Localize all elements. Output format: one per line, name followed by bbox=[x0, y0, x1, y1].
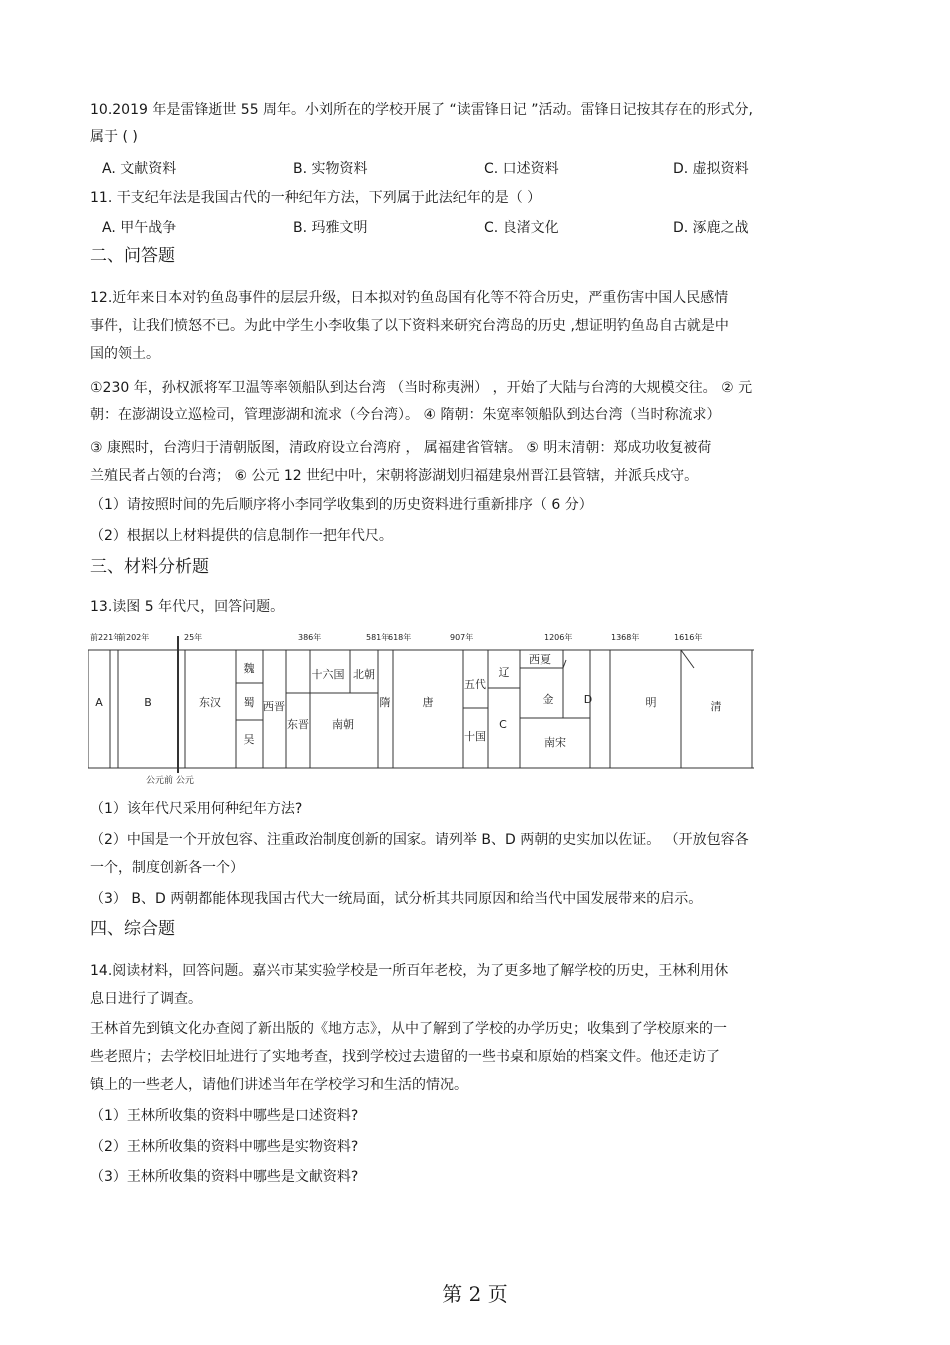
q13-subquestion-3: （3） B、D 两朝都能体现我国古代大一统局面，试分析其共同原因和给当代中国发展带来的启示。 bbox=[90, 891, 703, 907]
q12-line-2: 事件，让我们愤怒不已。为此中学生小李收集了以下资料来研究台湾岛的历史 ,想证明钓鱼岛自古就是中 bbox=[90, 318, 729, 334]
q12-line-1: 12.近年来日本对钓鱼岛事件的层层升级，日本拟对钓鱼岛国有化等不符合历史，严重伤害中国人民感情 bbox=[90, 290, 729, 306]
timeline-cell-wudai: 五代 bbox=[464, 678, 486, 691]
q13-subquestion-2-cont: 一个，制度创新各一个） bbox=[90, 860, 244, 876]
year-label: 25年 bbox=[184, 633, 203, 642]
q11-option-b: B. 玛雅文明 bbox=[293, 220, 368, 236]
q12-line-4: ①230 年，孙权派将军卫温等率领船队到达台湾 （当时称夷洲） ，开始了大陆与台湾的大规模交往。 ② 元 bbox=[90, 380, 753, 396]
q14-line-5: 镇上的一些老人，请他们讲述当年在学校学习和生活的情况。 bbox=[90, 1077, 468, 1093]
timeline-cell-b: B bbox=[144, 696, 152, 709]
q10-stem-line1: 10.2019 年是雷锋逝世 55 周年。小刘所在的学校开展了 “读雷锋日记 ”活动。雷锋日记按其存在的形式分, bbox=[90, 102, 753, 118]
year-label: 386年 bbox=[298, 633, 322, 642]
timeline-cell-shiguo: 十国 bbox=[464, 730, 486, 743]
era-marker-label: 公元前 公元 bbox=[146, 776, 194, 786]
timeline-cell-wu: 吴 bbox=[243, 733, 255, 746]
q12-line-7: 兰殖民者占领的台湾； ⑥ 公元 12 世纪中叶，宋朝将澎湖划归福建泉州晋江县管辖，并派兵戍守。 bbox=[90, 468, 699, 484]
year-label: 1368年 bbox=[611, 633, 640, 642]
page-number: 第 2 页 bbox=[442, 1282, 508, 1306]
q13-subquestion-2: （2）中国是一个开放包容、注重政治制度创新的国家。请列举 B、D 两朝的史实加以佐证。 （开放包容各 bbox=[90, 832, 749, 848]
q10-option-a: A. 文献资料 bbox=[102, 161, 177, 177]
q10-option-d: D. 虚拟资料 bbox=[673, 161, 749, 177]
timeline-cell-shu: 蜀 bbox=[243, 696, 255, 709]
timeline-cell-xijin: 西晋 bbox=[263, 700, 285, 713]
q10-option-c: C. 口述资料 bbox=[484, 161, 559, 177]
year-label: 前221年 bbox=[90, 633, 122, 642]
timeline-cell-dongjin: 东晋 bbox=[287, 718, 309, 731]
timeline-cell-xixia: 西夏 bbox=[529, 653, 551, 666]
year-label: 581年 bbox=[366, 633, 390, 642]
q10-option-b: B. 实物资料 bbox=[293, 161, 368, 177]
year-label: 1206年 bbox=[544, 633, 573, 642]
timeline-cell-beichao: 北朝 bbox=[353, 668, 375, 681]
timeline-cell-shiliuguo: 十六国 bbox=[311, 668, 345, 681]
q11-option-d: D. 涿鹿之战 bbox=[673, 220, 749, 236]
year-label: 1616年 bbox=[674, 633, 703, 642]
q13-intro: 13.读图 5 年代尺，回答问题。 bbox=[90, 599, 285, 615]
section-heading-3: 三、材料分析题 bbox=[90, 557, 209, 577]
q12-line-3: 国的领土。 bbox=[90, 346, 160, 362]
timeline-cell-donghan: 东汉 bbox=[199, 696, 221, 709]
timeline-cell-nansong: 南宋 bbox=[544, 736, 566, 749]
q12-line-6: ③ 康熙时，台湾归于清朝版图，清政府设立台湾府 ， 属福建省管辖。 ⑤ 明末清朝：郑成功收复被荷 bbox=[90, 440, 712, 456]
timeline-cell-tang: 唐 bbox=[422, 696, 434, 709]
q11-option-c: C. 良渚文化 bbox=[484, 220, 559, 236]
timeline-cell-d: D bbox=[583, 693, 593, 706]
timeline-cell-jin: 金 bbox=[542, 693, 554, 706]
timeline-figure bbox=[88, 628, 754, 792]
q12-subquestion-1: （1）请按照时间的先后顺序将小李同学收集到的历史资料进行重新排序（ 6 分） bbox=[90, 497, 593, 513]
q11-stem: 11. 干支纪年法是我国古代的一种纪年方法，下列属于此法纪年的是（ ） bbox=[90, 190, 542, 206]
section-heading-4: 四、综合题 bbox=[90, 919, 175, 939]
timeline-cell-sui: 隋 bbox=[379, 696, 391, 709]
timeline-cell-ming: 明 bbox=[645, 696, 657, 709]
timeline-cell-a: A bbox=[95, 696, 103, 709]
q14-subquestion-1: （1）王林所收集的资料中哪些是口述资料? bbox=[90, 1108, 359, 1124]
timeline-cell-nanchao: 南朝 bbox=[332, 718, 354, 731]
q11-option-a: A. 甲午战争 bbox=[102, 220, 177, 236]
section-heading-2: 二、问答题 bbox=[90, 246, 175, 266]
q14-line-1: 14.阅读材料，回答问题。嘉兴市某实验学校是一所百年老校，为了更多地了解学校的历史，王林利用休 bbox=[90, 963, 729, 979]
q14-subquestion-2: （2）王林所收集的资料中哪些是实物资料? bbox=[90, 1139, 359, 1155]
q14-subquestion-3: （3）王林所收集的资料中哪些是文献资料? bbox=[90, 1169, 359, 1185]
timeline-cell-c: C bbox=[499, 718, 507, 731]
year-label: 前202年 bbox=[118, 633, 150, 642]
q13-subquestion-1: （1）该年代尺采用何种纪年方法? bbox=[90, 801, 303, 817]
q14-line-4: 些老照片；去学校旧址进行了实地考查，找到学校过去遗留的一些书桌和原始的档案文件。他还走访了 bbox=[90, 1049, 720, 1065]
q12-line-5: 朝：在澎湖设立巡检司，管理澎湖和流求（今台湾）。 ④ 隋朝：朱宽率领船队到达台湾（当时称流求） bbox=[90, 407, 721, 423]
q10-stem-line2: 属于 ( ) bbox=[90, 129, 138, 145]
q14-line-3: 王林首先到镇文化办查阅了新出版的《地方志》，从中了解到了学校的办学历史；收集到了学校原来的一 bbox=[90, 1021, 727, 1037]
q14-line-2: 息日进行了调查。 bbox=[90, 991, 202, 1007]
timeline-cell-liao: 辽 bbox=[498, 666, 510, 679]
year-label: 618年 bbox=[388, 633, 412, 642]
year-label: 907年 bbox=[450, 633, 474, 642]
timeline-cell-wei: 魏 bbox=[243, 662, 255, 675]
q12-subquestion-2: （2）根据以上材料提供的信息制作一把年代尺。 bbox=[90, 528, 393, 544]
timeline-cell-qing: 清 bbox=[710, 700, 722, 713]
